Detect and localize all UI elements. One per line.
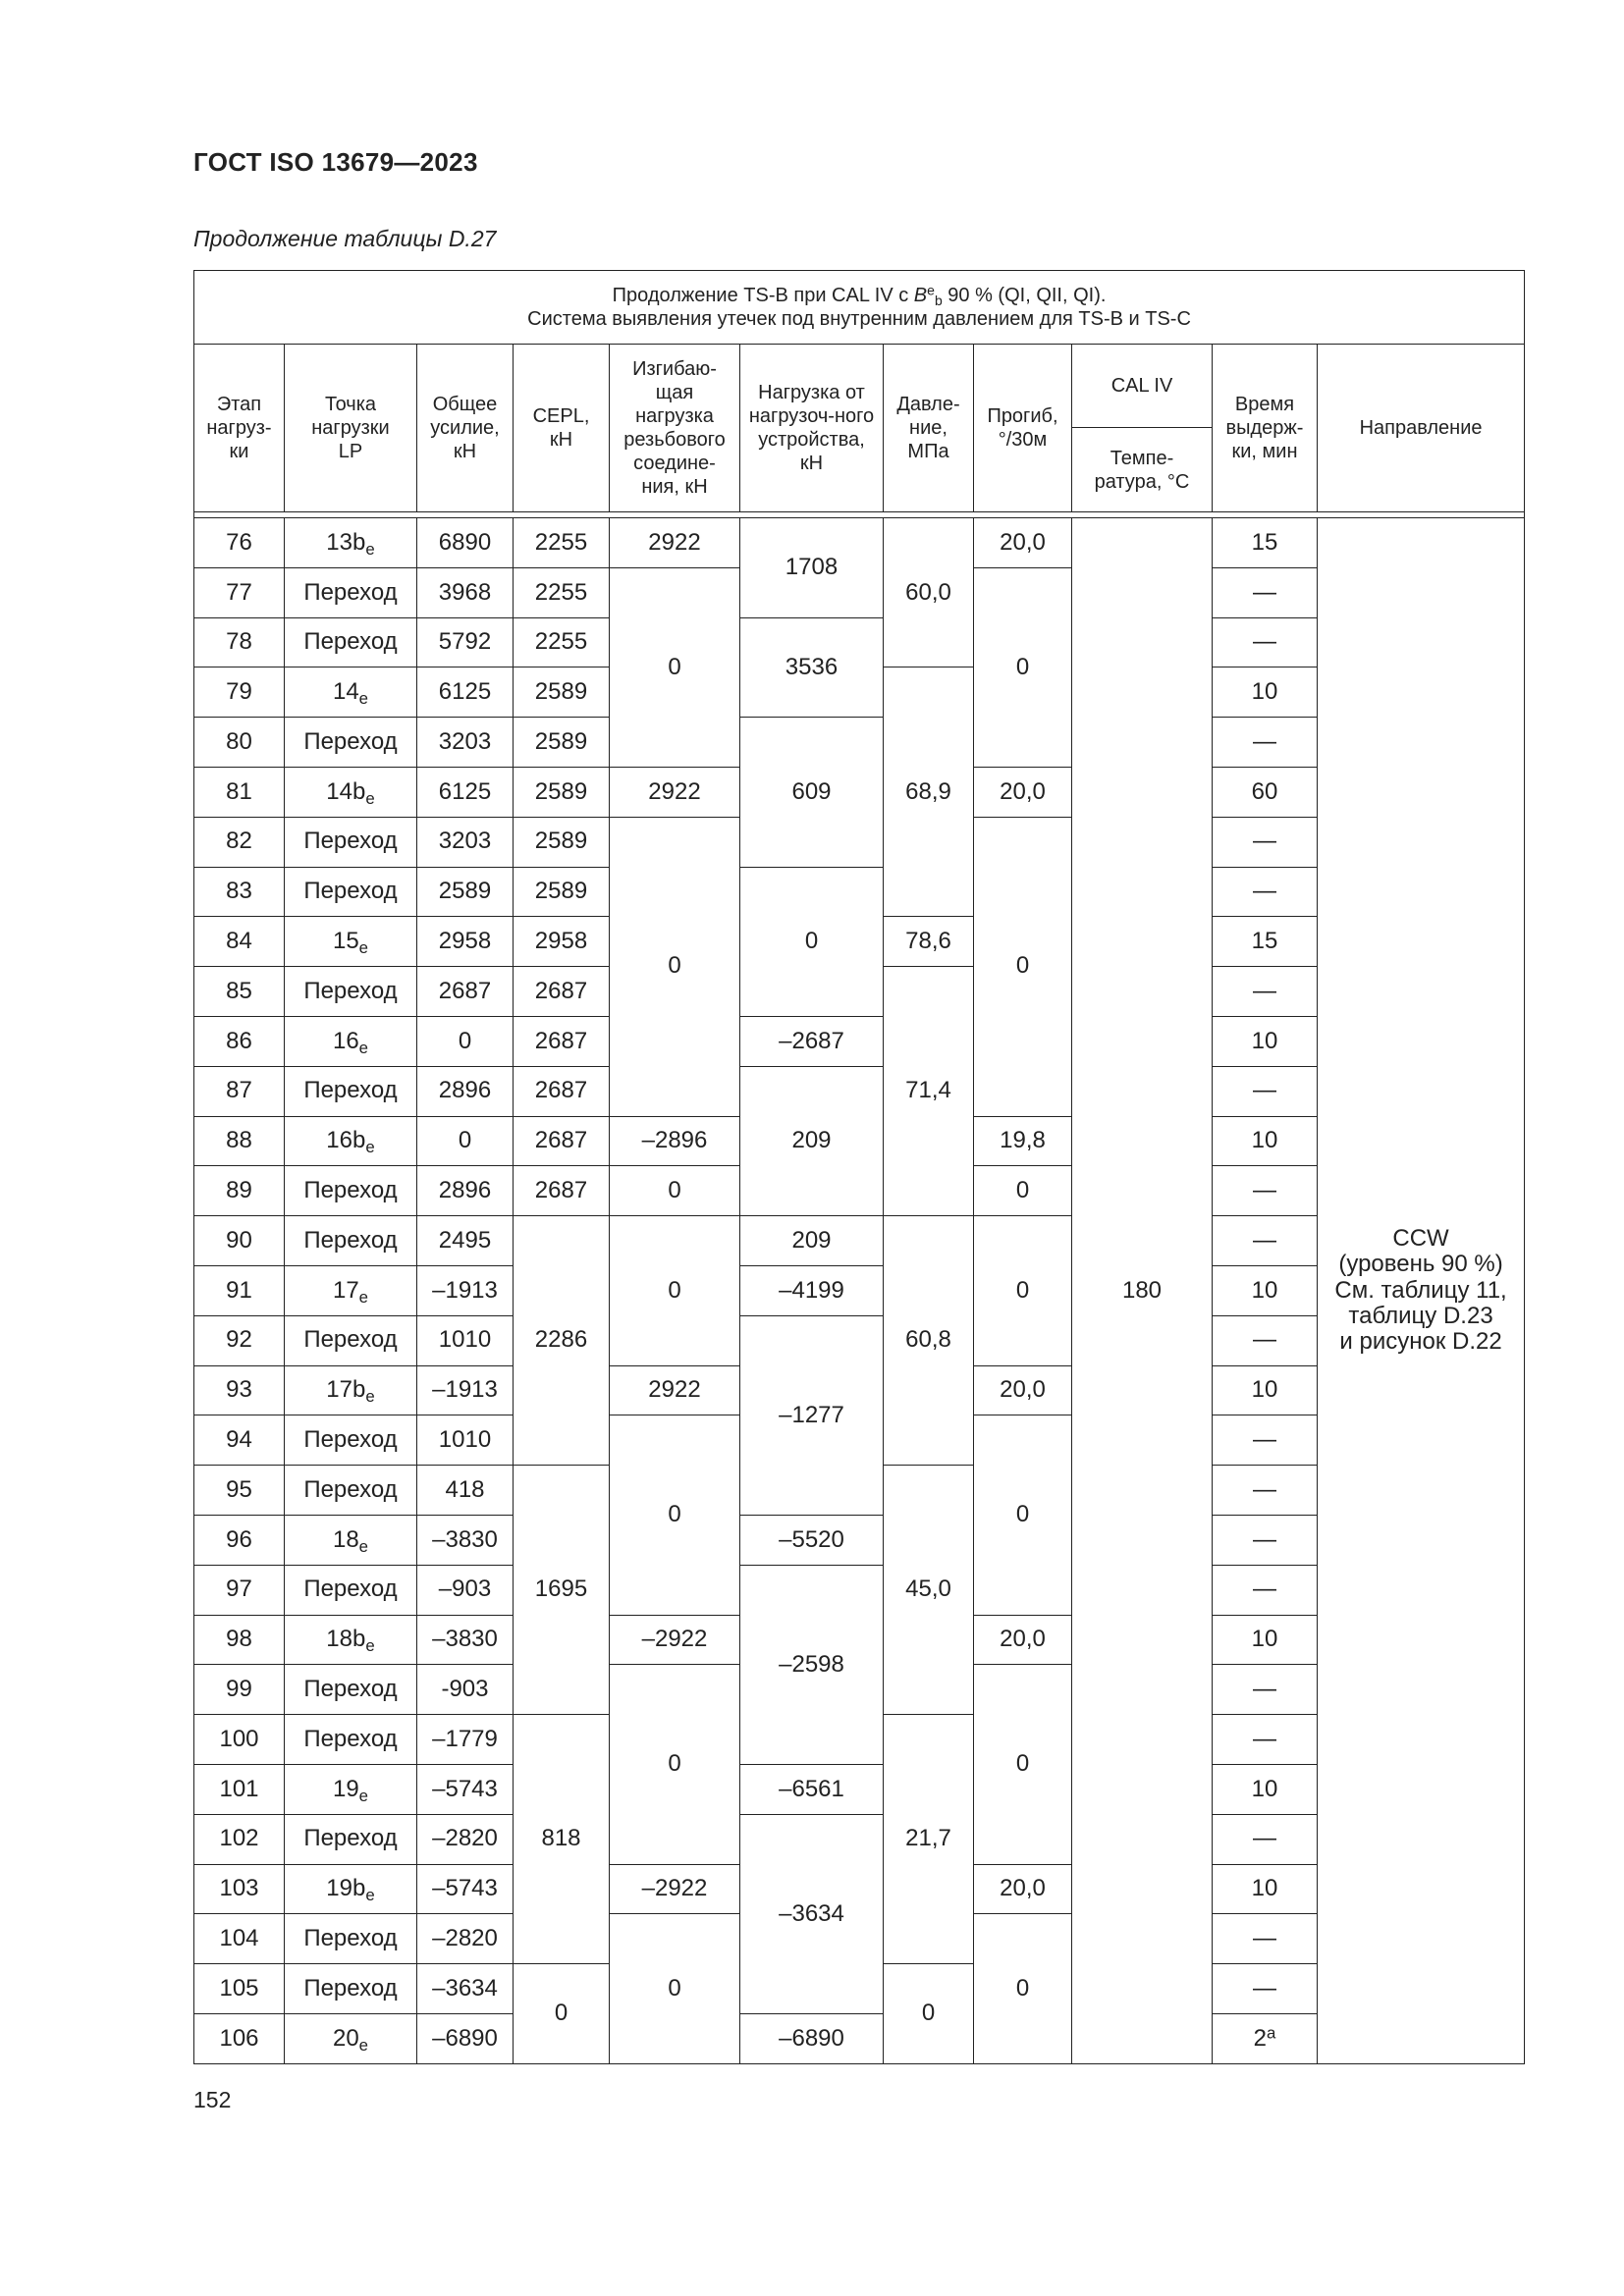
total-cell: 3203 <box>417 817 514 867</box>
hold-cell <box>1213 1365 1318 1415</box>
bending-cell: 0 <box>610 1665 740 1864</box>
hold-cell <box>1213 718 1318 768</box>
pressure-cell: 78,6 <box>884 917 974 967</box>
pressure-cell: 21,7 <box>884 1715 974 1964</box>
hold-cell <box>1213 967 1318 1017</box>
hold-cell <box>1213 1216 1318 1266</box>
deflection-cell: 0 <box>974 1665 1072 1864</box>
hold-value: — <box>1253 1974 1276 2002</box>
hold-value: 10 <box>1251 1376 1278 1404</box>
stage-cell: 85 <box>194 967 285 1017</box>
hold-cell <box>1213 867 1318 917</box>
point-cell <box>285 817 417 867</box>
device-cell: –2687 <box>740 1016 884 1066</box>
hold-cell <box>1213 1814 1318 1864</box>
bending-cell: –2922 <box>610 1864 740 1914</box>
total-cell: 0 <box>417 1016 514 1066</box>
hold-value: — <box>1253 1475 1276 1503</box>
point-cell <box>285 1864 417 1914</box>
cepl-cell: 2687 <box>514 1116 610 1166</box>
total-cell: 2896 <box>417 1066 514 1116</box>
stage-cell: 99 <box>194 1665 285 1715</box>
point-label: Переход <box>303 1925 398 1952</box>
hold-value: 15 <box>1251 528 1278 556</box>
point-label: 19b <box>326 1875 366 1902</box>
bending-cell: –2896 <box>610 1116 740 1166</box>
hold-value: — <box>1253 1177 1276 1204</box>
point-label: 16 <box>332 1027 359 1054</box>
pressure-cell: 60,8 <box>884 1216 974 1466</box>
point-cell <box>285 1665 417 1715</box>
pressure-cell: 45,0 <box>884 1466 974 1715</box>
hold-value: 10 <box>1251 678 1278 706</box>
point-label: 18 <box>332 1525 359 1553</box>
point-cell <box>285 1365 417 1415</box>
deflection-cell: 0 <box>974 817 1072 1116</box>
hold-cell <box>1213 1016 1318 1066</box>
direction-line: См. таблицу 11, <box>1334 1276 1507 1304</box>
stage-cell: 79 <box>194 667 285 718</box>
direction-line: таблицу D.23 <box>1348 1303 1493 1330</box>
point-label: Переход <box>303 1226 398 1254</box>
stage-cell: 103 <box>194 1864 285 1914</box>
point-cell <box>285 1515 417 1565</box>
hold-cell <box>1213 1914 1318 1964</box>
point-cell <box>285 1216 417 1266</box>
total-cell: –3830 <box>417 1615 514 1665</box>
hold-value: — <box>1253 828 1276 855</box>
device-cell: –5520 <box>740 1515 884 1565</box>
hold-value: — <box>1253 628 1276 656</box>
hold-cell <box>1213 767 1318 817</box>
point-label: Переход <box>303 1825 398 1852</box>
point-label: Переход <box>303 1725 398 1752</box>
table-title-line2: Система выявления утечек под внутренним давлением для TS-B и TS-C <box>527 308 1191 330</box>
total-cell: 1010 <box>417 1415 514 1466</box>
total-cell: –5743 <box>417 1864 514 1914</box>
point-cell <box>285 917 417 967</box>
device-cell: –6561 <box>740 1764 884 1814</box>
point-subscript: e <box>365 1636 375 1656</box>
point-cell <box>285 1914 417 1964</box>
hold-value: — <box>1253 1525 1276 1553</box>
point-cell <box>285 567 417 617</box>
hold-value: — <box>1253 578 1276 606</box>
point-subscript: e <box>365 1886 375 1905</box>
hold-cell <box>1213 1764 1318 1814</box>
hold-cell <box>1213 567 1318 617</box>
cepl-cell: 2687 <box>514 1016 610 1066</box>
hold-value: — <box>1253 1226 1276 1254</box>
bending-cell: 0 <box>610 1914 740 2063</box>
hold-cell <box>1213 1715 1318 1765</box>
cepl-cell: 818 <box>514 1715 610 1964</box>
hold-cell <box>1213 1864 1318 1914</box>
point-cell <box>285 1715 417 1765</box>
deflection-cell: 20,0 <box>974 518 1072 568</box>
point-cell <box>285 1066 417 1116</box>
stage-cell: 78 <box>194 617 285 667</box>
deflection-cell: 20,0 <box>974 1365 1072 1415</box>
total-cell: 418 <box>417 1466 514 1516</box>
bending-cell: 0 <box>610 567 740 767</box>
table-title-sup: e <box>927 282 935 298</box>
point-subscript: e <box>358 2035 369 2055</box>
pressure-cell: 60,0 <box>884 518 974 667</box>
bending-cell: 2922 <box>610 767 740 817</box>
device-cell: –6890 <box>740 2013 884 2063</box>
hold-cell <box>1213 917 1318 967</box>
hold-value: 10 <box>1251 1027 1278 1054</box>
total-cell: –6890 <box>417 2013 514 2063</box>
point-label: Переход <box>303 1475 398 1503</box>
total-cell: 3968 <box>417 567 514 617</box>
bending-cell: 0 <box>610 1415 740 1615</box>
cepl-cell: 2687 <box>514 967 610 1017</box>
cepl-cell: 0 <box>514 1964 610 2064</box>
point-label: 15 <box>332 928 359 955</box>
point-cell <box>285 967 417 1017</box>
pressure-cell: 68,9 <box>884 667 974 917</box>
pressure-cell: 71,4 <box>884 967 974 1216</box>
header-stage: Этап нагруз-ки <box>194 345 285 512</box>
stage-cell: 100 <box>194 1715 285 1765</box>
stage-cell: 86 <box>194 1016 285 1066</box>
total-cell: 6125 <box>417 667 514 718</box>
hold-cell <box>1213 1415 1318 1466</box>
hold-cell <box>1213 1466 1318 1516</box>
document-header: ГОСТ ISO 13679—2023 <box>193 147 478 177</box>
point-cell <box>285 1565 417 1615</box>
data-table <box>193 270 1525 2064</box>
deflection-cell: 0 <box>974 567 1072 767</box>
stage-cell: 87 <box>194 1066 285 1116</box>
total-cell: 3203 <box>417 718 514 768</box>
cepl-cell: 1695 <box>514 1466 610 1715</box>
header-hold: Время выдерж-ки, мин <box>1213 345 1318 512</box>
direction-cell <box>1318 518 1525 2064</box>
hold-cell <box>1213 817 1318 867</box>
table-body <box>194 518 1525 2064</box>
point-cell <box>285 667 417 718</box>
stage-cell: 80 <box>194 718 285 768</box>
hold-cell <box>1213 1066 1318 1116</box>
point-cell <box>285 1964 417 2014</box>
point-subscript: e <box>358 1287 369 1307</box>
cepl-cell: 2589 <box>514 767 610 817</box>
device-cell: 3536 <box>740 617 884 718</box>
point-subscript: e <box>358 1038 369 1057</box>
point-cell <box>285 718 417 768</box>
table-title <box>194 271 1525 345</box>
hold-value: 10 <box>1251 1276 1278 1304</box>
point-cell <box>285 867 417 917</box>
hold-cell <box>1213 617 1318 667</box>
stage-cell: 82 <box>194 817 285 867</box>
header-device: Нагрузка от нагрузоч-ного устройства, кН <box>740 345 884 512</box>
point-cell <box>285 1415 417 1466</box>
cepl-cell: 2589 <box>514 667 610 718</box>
cepl-cell: 2589 <box>514 817 610 867</box>
total-cell: –5743 <box>417 1764 514 1814</box>
temperature-cell: 180 <box>1072 518 1213 2064</box>
point-label: Переход <box>303 1077 398 1104</box>
device-cell: –4199 <box>740 1265 884 1315</box>
point-label: 19 <box>332 1775 359 1802</box>
point-cell <box>285 1814 417 1864</box>
cepl-cell: 2589 <box>514 867 610 917</box>
point-label: Переход <box>303 1575 398 1603</box>
point-label: Переход <box>303 1426 398 1454</box>
stage-cell: 77 <box>194 567 285 617</box>
point-cell <box>285 2013 417 2063</box>
total-cell: 2687 <box>417 967 514 1017</box>
total-cell: 2896 <box>417 1166 514 1216</box>
point-label: Переход <box>303 727 398 755</box>
stage-cell: 101 <box>194 1764 285 1814</box>
hold-value: 60 <box>1251 777 1278 805</box>
hold-cell <box>1213 1665 1318 1715</box>
bending-cell: 0 <box>610 1166 740 1216</box>
hold-cell <box>1213 1964 1318 2014</box>
deflection-cell: 0 <box>974 1166 1072 1216</box>
point-cell <box>285 1764 417 1814</box>
total-cell: 5792 <box>417 617 514 667</box>
point-label: Переход <box>303 628 398 656</box>
header-total: Общее усилие, кН <box>417 345 514 512</box>
stage-cell: 90 <box>194 1216 285 1266</box>
stage-cell: 98 <box>194 1615 285 1665</box>
cepl-cell: 2687 <box>514 1166 610 1216</box>
hold-value: 10 <box>1251 1775 1278 1802</box>
stage-cell: 94 <box>194 1415 285 1466</box>
point-label: Переход <box>303 1676 398 1703</box>
hold-value: — <box>1253 977 1276 1004</box>
point-cell <box>285 1265 417 1315</box>
point-label: 17 <box>332 1276 359 1304</box>
deflection-cell: 19,8 <box>974 1116 1072 1166</box>
total-cell: 2589 <box>417 867 514 917</box>
stage-cell: 102 <box>194 1814 285 1864</box>
header-bending: Изгибаю-щая нагрузка резьбового соедине-ния, кН <box>610 345 740 512</box>
total-cell: –1779 <box>417 1715 514 1765</box>
total-cell: –1913 <box>417 1365 514 1415</box>
stage-cell: 91 <box>194 1265 285 1315</box>
point-subscript: e <box>365 539 375 559</box>
point-label: 14 <box>332 678 359 706</box>
direction-line: CCW <box>1392 1224 1449 1252</box>
point-cell <box>285 767 417 817</box>
point-subscript: e <box>358 1786 369 1805</box>
hold-value: — <box>1253 1326 1276 1354</box>
table-title-part2: 90 % (QI, QII, QI). <box>942 285 1107 306</box>
point-cell <box>285 1315 417 1365</box>
device-cell: –2598 <box>740 1565 884 1764</box>
stage-cell: 93 <box>194 1365 285 1415</box>
total-cell: -903 <box>417 1665 514 1715</box>
bending-cell: 0 <box>610 1216 740 1365</box>
hold-value: — <box>1253 1825 1276 1852</box>
device-cell: 0 <box>740 867 884 1016</box>
point-label: 13b <box>326 528 366 556</box>
point-label: 20 <box>332 2024 359 2052</box>
deflection-cell: 0 <box>974 1415 1072 1615</box>
stage-cell: 88 <box>194 1116 285 1166</box>
cepl-cell: 2958 <box>514 917 610 967</box>
total-cell: 6890 <box>417 518 514 568</box>
device-cell: 609 <box>740 718 884 867</box>
total-cell: –3830 <box>417 1515 514 1565</box>
direction-line: (уровень 90 %) <box>1338 1251 1503 1278</box>
cepl-cell: 2687 <box>514 1066 610 1116</box>
point-cell <box>285 1016 417 1066</box>
point-label: 16b <box>326 1127 366 1154</box>
point-cell <box>285 518 417 568</box>
deflection-cell: 20,0 <box>974 767 1072 817</box>
header-direction: Направление <box>1318 345 1525 512</box>
table-caption: Продолжение таблицы D.27 <box>193 226 497 251</box>
stage-cell: 95 <box>194 1466 285 1516</box>
total-cell: –2820 <box>417 1914 514 1964</box>
point-cell <box>285 617 417 667</box>
point-cell <box>285 1466 417 1516</box>
total-cell: 2495 <box>417 1216 514 1266</box>
deflection-cell: 0 <box>974 1914 1072 2063</box>
cepl-cell: 2286 <box>514 1216 610 1466</box>
point-label: 17b <box>326 1376 366 1404</box>
deflection-cell: 0 <box>974 1216 1072 1365</box>
stage-cell: 92 <box>194 1315 285 1365</box>
point-subscript: e <box>358 1536 369 1556</box>
total-cell: 0 <box>417 1116 514 1166</box>
table-row <box>194 518 1525 568</box>
table-title-part1: Продолжение TS-B при CAL IV с <box>612 285 914 306</box>
stage-cell: 104 <box>194 1914 285 1964</box>
total-cell: –1913 <box>417 1265 514 1315</box>
header-pressure: Давле-ние, МПа <box>884 345 974 512</box>
bending-cell: 2922 <box>610 1365 740 1415</box>
hold-value: 10 <box>1251 1875 1278 1902</box>
device-cell: 1708 <box>740 518 884 618</box>
header-cepl: CEPL, кН <box>514 345 610 512</box>
device-cell: 209 <box>740 1066 884 1215</box>
point-cell <box>285 1615 417 1665</box>
total-cell: 1010 <box>417 1315 514 1365</box>
hold-cell <box>1213 1565 1318 1615</box>
cepl-cell: 2255 <box>514 567 610 617</box>
total-cell: –903 <box>417 1565 514 1615</box>
hold-value: — <box>1253 727 1276 755</box>
point-label: Переход <box>303 977 398 1004</box>
cepl-cell: 2255 <box>514 518 610 568</box>
hold-value: — <box>1253 1575 1276 1603</box>
pressure-cell: 0 <box>884 1964 974 2064</box>
hold-cell <box>1213 518 1318 568</box>
point-subscript: e <box>358 689 369 709</box>
hold-cell <box>1213 667 1318 718</box>
device-cell: –1277 <box>740 1315 884 1515</box>
hold-cell <box>1213 1515 1318 1565</box>
stage-cell: 105 <box>194 1964 285 2014</box>
hold-value: — <box>1253 1676 1276 1703</box>
stage-cell: 89 <box>194 1166 285 1216</box>
point-label: 18b <box>326 1626 366 1653</box>
total-cell: –3634 <box>417 1964 514 2014</box>
point-label: Переход <box>303 1177 398 1204</box>
footnote-marker: a <box>1267 2023 1276 2043</box>
point-label: Переход <box>303 578 398 606</box>
bending-cell: 2922 <box>610 518 740 568</box>
hold-cell <box>1213 1615 1318 1665</box>
deflection-cell: 20,0 <box>974 1864 1072 1914</box>
total-cell: –2820 <box>417 1814 514 1864</box>
total-cell: 6125 <box>417 767 514 817</box>
device-cell: –3634 <box>740 1814 884 2013</box>
table-title-b: B <box>913 285 928 306</box>
hold-value: — <box>1253 1725 1276 1752</box>
stage-cell: 96 <box>194 1515 285 1565</box>
hold-value: — <box>1253 878 1276 905</box>
hold-value: 10 <box>1251 1626 1278 1653</box>
hold-value: — <box>1253 1077 1276 1104</box>
bending-cell: –2922 <box>610 1615 740 1665</box>
stage-cell: 106 <box>194 2013 285 2063</box>
table-title-sub: b <box>934 293 943 309</box>
point-label: Переход <box>303 1974 398 2002</box>
point-label: Переход <box>303 1326 398 1354</box>
header-cal: CAL IV <box>1072 345 1213 428</box>
hold-value: 2 <box>1253 2024 1267 2052</box>
point-label: Переход <box>303 878 398 905</box>
cepl-cell: 2255 <box>514 617 610 667</box>
hold-cell <box>1213 1265 1318 1315</box>
point-label: 14b <box>326 777 366 805</box>
header-deflection: Прогиб, °/30м <box>974 345 1072 512</box>
total-cell: 2958 <box>417 917 514 967</box>
hold-value: — <box>1253 1925 1276 1952</box>
hold-value: 10 <box>1251 1127 1278 1154</box>
point-subscript: e <box>365 1387 375 1407</box>
stage-cell: 84 <box>194 917 285 967</box>
hold-cell <box>1213 1116 1318 1166</box>
hold-cell <box>1213 2013 1318 2063</box>
direction-line: и рисунок D.22 <box>1339 1328 1502 1356</box>
device-cell: 209 <box>740 1216 884 1266</box>
cepl-cell: 2589 <box>514 718 610 768</box>
hold-value: — <box>1253 1426 1276 1454</box>
point-cell <box>285 1166 417 1216</box>
header-point: Точка нагрузки LP <box>285 345 417 512</box>
header-temperature: Темпе-ратура, °С <box>1072 428 1213 512</box>
table-header <box>194 271 1525 512</box>
point-cell <box>285 1116 417 1166</box>
page-number: 152 <box>193 2087 232 2112</box>
stage-cell: 97 <box>194 1565 285 1615</box>
hold-value: 15 <box>1251 928 1278 955</box>
hold-cell <box>1213 1315 1318 1365</box>
hold-cell <box>1213 1166 1318 1216</box>
point-subscript: e <box>365 1138 375 1157</box>
point-subscript: e <box>365 788 375 808</box>
point-subscript: e <box>358 938 369 958</box>
stage-cell: 81 <box>194 767 285 817</box>
point-label: Переход <box>303 828 398 855</box>
deflection-cell: 20,0 <box>974 1615 1072 1665</box>
stage-cell: 76 <box>194 518 285 568</box>
stage-cell: 83 <box>194 867 285 917</box>
bending-cell: 0 <box>610 817 740 1116</box>
